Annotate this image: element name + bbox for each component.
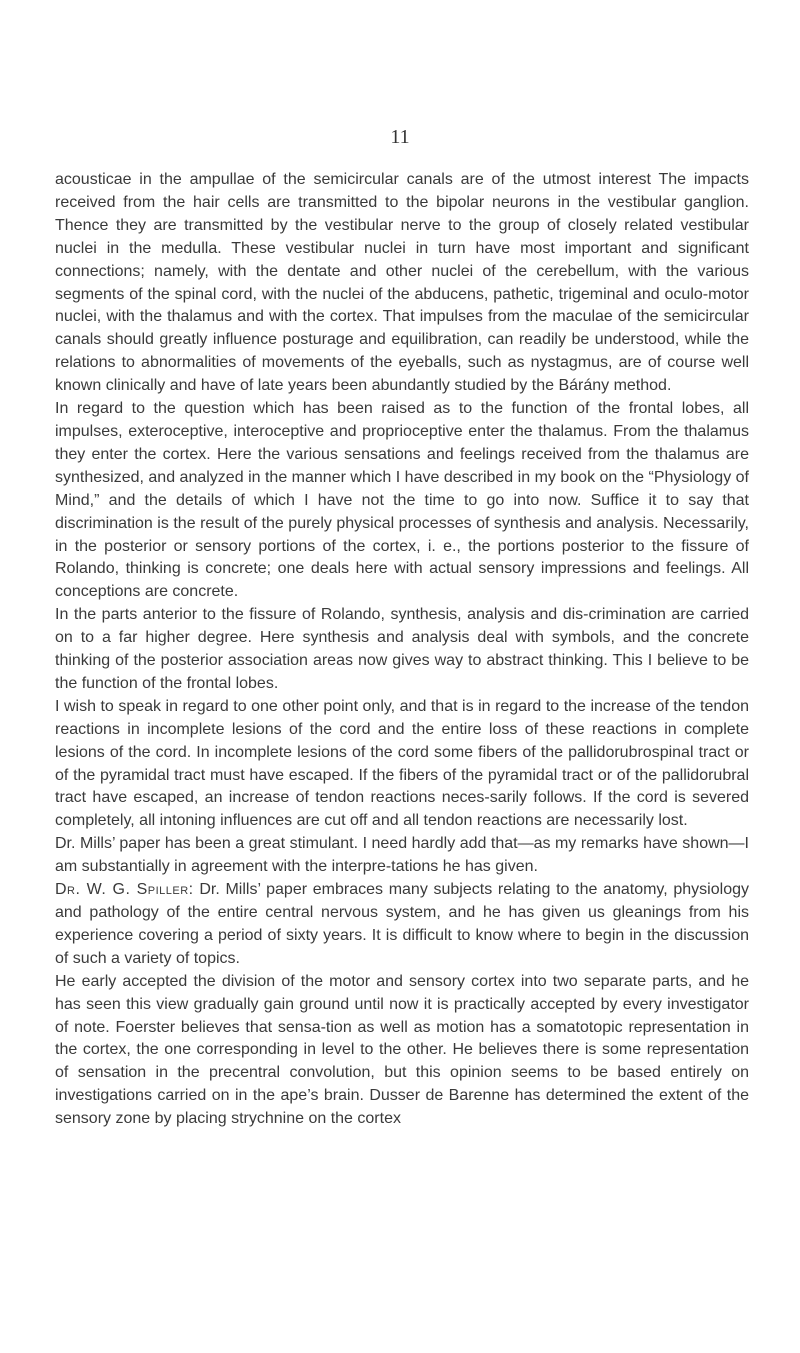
body-text — [55, 169, 749, 1131]
paragraph-2: In regard to the question which has been raised as to the function of the frontal lobes, all impulses, exteroceptive, interoceptive and proprioceptive enter the thalamus. From the thalamus they enter the cortex. Here the various sensations and feelings received from the thalamus are synthesized, and analyzed in the manner which I have described in my book on the “Physiology of Mind,” and the details of which I have not the time to go into now. Suffice it to say that discrimination is the result of the purely physical processes of synthesis and analysis. Necessarily, in the posterior or sensory portions of the cortex, i. e., the portions posterior to the fissure of Rolando, thinking is concrete; one deals here with actual sensory impressions and feelings. All conceptions are concrete. — [55, 400, 749, 601]
paragraph-1: acousticae in the ampullae of the semicircular canals are of the utmost interest The impacts received from the hair cells are transmitted to the bipolar neurons in the vestibular ganglion. Thence they are transmitted by the vestibular nerve to the group of closely related vestibular nuclei in the medulla. These vestibular nuclei in turn have most important and significant connections; namely, with the dentate and other nuclei of the cerebellum, with the various segments of the spinal cord, with the nuclei of the abducens, pathetic, trigeminal and oculo-motor nuclei, with the thalamus and with the cortex. That impulses from the maculae of the semicircular canals should greatly influence posturage and equilibration, can readily be understood, while the relations to abnormalities of movements of the eyeballs, such as nystagmus, are of course well known clinically and have of late years been abundantly studied by the Bárány method. — [55, 171, 749, 395]
paragraph-3: In the parts anterior to the fissure of Rolando, synthesis, analysis and dis-crimination are carried on to a far higher degree. Here synthesis and analysis deal with symbols, and the concrete thinking of the posterior association areas now gives way to abstract thinking. This I believe to be the function of the frontal lobes. — [55, 606, 749, 692]
page-number: 11 — [390, 126, 410, 148]
paragraph-4: I wish to speak in regard to one other point only, and that is in regard to the increase of the tendon reactions in incomplete lesions of the cord and the entire loss of these reactions in complete lesions of the cord. In incomplete lesions of the cord some fibers of the pallidorubrospinal tract or of the pyramidal tract must have escaped. If the fibers of the pyramidal tract or of the pallidorubral tract have escaped, an increase of tendon reactions neces-sarily follows. If the cord is severed completely, all intoning influences are cut off and all tendon reactions are necessarily lost. — [55, 697, 749, 830]
paragraph-6-text: Dr. Mills’ paper embraces many subjects relating to the anatomy, physiology and pathology of the entire central nervous system, and he has given us gleanings from his experience covering a period of sixty years. It is difficult to know where to begin in the discussion of such a variety of topics. — [55, 881, 749, 967]
speaker-name: Dr. W. G. Spiller: — [55, 881, 194, 899]
paragraph-7: He early accepted the division of the motor and sensory cortex into two separate parts, and he has seen this view gradually gain ground until now it is practically accepted by every investigator of note. Foerster believes that sensa-tion as well as motion has a somatotopic representation in the cortex, the one corresponding in level to the other. He believes there is some representation of sensation in the precentral convolution, but this opinion seems to be based entirely on investigations carried on in the ape’s brain. Dusser de Barenne has determined the extent of the sensory zone by placing strychnine on the cortex — [55, 972, 749, 1128]
paragraph-5: Dr. Mills’ paper has been a great stimulant. I need hardly add that—as my remarks have shown—I am substantially in agreement with the interpre-tations he has given. — [55, 835, 749, 876]
paragraph-6 — [55, 879, 749, 971]
